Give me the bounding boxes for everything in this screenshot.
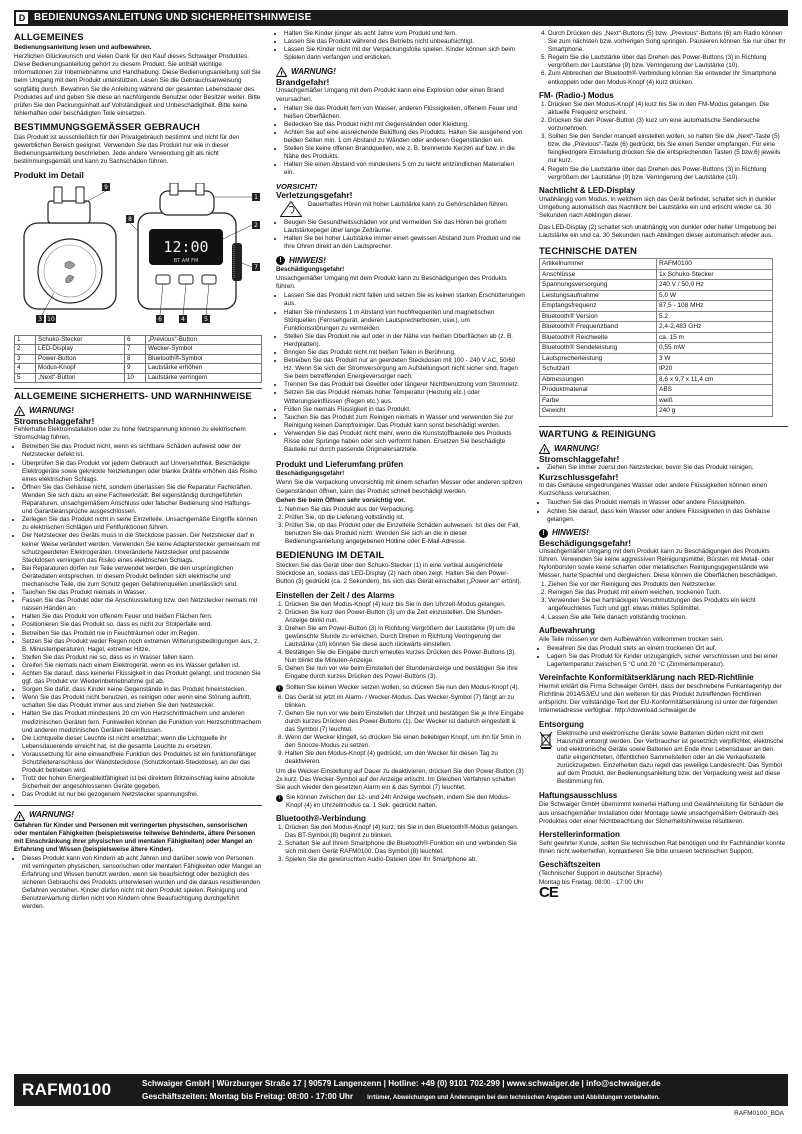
- list-item: • Trotz der hohen Energieableitfähigkeit ist bei direktem Blitzeinschlag keine absolute Sicherheit der angeschlossenen Geräte gegeben.: [22, 775, 262, 791]
- section-title: Einstellen der Zeit / des Alarms: [276, 590, 395, 600]
- section-title: Bluetooth®-Verbindung: [276, 813, 366, 823]
- spec-label: Gewicht: [540, 406, 657, 417]
- spec-value: 5.2: [657, 311, 773, 322]
- ce-mark: CE: [539, 884, 558, 902]
- caution-label: VORSICHT!: [276, 181, 318, 191]
- part-number: 5: [15, 373, 36, 383]
- list-item: • Setzen Sie das Produkt niemals hoher Temperatur (Heizung etc.) oder Witterungseinflüssen (Regen etc.) aus.: [284, 389, 525, 405]
- part-name: „Previous“-Button: [145, 335, 261, 345]
- numbered-list: [539, 101, 788, 182]
- step-item: 4. Durch Drücken des „Next“-Buttons (5) bzw. „Previous“-Buttons (6) am Radio können Sie zum nächsten bzw. vorherigen Song springen. Pausieren können Sie nur über Ihr Smartphone.: [548, 30, 788, 54]
- paragraph: Herzlichen Glückwunsch und vielen Dank für den Kauf dieses Schwaiger Produktes. Diese Bedienungsanleitung gehört zu diesem Produkt. Sie enthält wichtige Informationen zur Inbetriebnahme und Handhabung. Diese Bedienungsanleitung soll Sie beim Umgang mit dem Produkt unterstützen. Lesen Sie die Gebrauchsanweisung sorgfältig durch. Bewahren Sie die Anleitung während der gesamten Lebensdauer des Produktes auf und geben Sie diese an nachfolgende Benutzer oder Besitzer weiter. Bitte prüfen Sie den Packungsinhalt auf Vollständigkeit und Unbeschädigtheit. Bitte keine fehlerhaften oder beschädigten Teile einsetzen.: [14, 53, 261, 117]
- spec-value: 0,55 mW: [657, 343, 773, 354]
- table-row: [15, 373, 262, 383]
- spec-label: Bluetooth® Sendeleistung: [540, 343, 657, 354]
- list-item: • Tauchen Sie das Produkt niemals in Wasser.: [22, 589, 262, 597]
- part-number: 8: [124, 354, 145, 364]
- list-item: • Achten Sie darauf, dass kein Wasser oder andere Flüssigkeiten in das Gehäuse gelangen.: [547, 508, 788, 524]
- step-item: 4. Regeln Sie die Lautstärke über das Drehen des Power-Buttons (3) in Richtung vergrößern der Lautstärke (9) bzw. Verringerung der Lautstärke (10).: [548, 166, 788, 182]
- svg-text:7: 7: [254, 263, 258, 271]
- section-title: WARTUNG & REINIGUNG: [539, 428, 656, 440]
- step-item: 7. Gehen Sie nun vor wie beim Einstellen der Uhrzeit und bestätigen Sie je Ihre Eingabe durch kurzes Drücken des Power-Buttons (1). Der Wecker ist dadurch eingestellt & das Symbol (7) leuchtet.: [285, 710, 525, 734]
- paragraph: Gefahren für Kinder und Personen mit verringerten physischen, sensorischen oder mentalen Fähigkeiten (beispielsweise teilweise Behinderte, ältere Personen mit Einschränkung ihrer physischen und mentalen Fähigkeiten) oder Mangel an Erfahrung und Wissen (beispielsweise ältere Kinder).: [14, 821, 256, 853]
- document-title: BEDIENUNGSANLEITUNG UND SICHERHEITSHINWEISE: [34, 12, 312, 23]
- section-title: Produkt im Detail: [14, 170, 84, 181]
- section-title: Nachtlicht & LED-Display: [539, 185, 636, 195]
- notice-label: ! HINWEIS!: [539, 529, 788, 538]
- list-item: • Bringen Sie das Produkt nicht mit heißen Teilen in Berührung.: [284, 349, 525, 357]
- spec-label: Lautsprecherleistung: [540, 353, 657, 364]
- list-item: • Halten Sie das Produkt fern von Wasser, anderen Flüssigkeiten, offenem Feuer und heißen Oberflächen.: [284, 105, 525, 121]
- hearing-damage-icon: [280, 201, 302, 217]
- step-item: 2. Prüfen Sie, ob die Lieferung vollständig ist.: [285, 514, 525, 522]
- spec-label: Bluetooth® Frequenzband: [540, 322, 657, 333]
- step-item: 3. Prüfen Sie, ob das Produkt oder die Einzelteile Schäden aufweisen. Ist dies der Fall, benutzen Sie das Produkt nicht. Wenden Sie sich an die in dieser Bedienungsanleitung angegebenen Hotline oder E-Mail-Adresse.: [285, 522, 525, 546]
- list-item: • Betreiben Sie das Produkt nie in Feuchträumen oder im Regen.: [22, 630, 262, 638]
- paragraph: Die Schwaiger GmbH übernimmt keinerlei Haftung und Gewährleistung für Schäden die aus unsachgemäßer Installation oder Montage sowie unsachgemäßem Gebrauch des Produktes oder einer Nichtbeachtung der Sicherheitshinweise resultieren.: [539, 801, 784, 825]
- list-item: • Halten Sie Kinder jünger als acht Jahre vom Produkt und fern.: [284, 30, 525, 38]
- spec-value: 8,6 x 9,7 x 11,4 cm: [657, 374, 773, 385]
- part-number: 6: [124, 335, 145, 345]
- paragraph: Sehr geehrter Kunde, sollten Sie technischen Rat benötigen und Ihr Fachhändler konnte Ihnen nicht weiterhelfen, kontaktieren Sie bitte unseren technischen Support.: [539, 839, 786, 855]
- list-item: • Bewahren Sie das Produkt stets an einem trockenen Ort auf.: [547, 645, 788, 653]
- spec-label: Artikelnummer: [540, 259, 657, 270]
- warning-icon: [14, 406, 25, 416]
- section-title: BESTIMMUNGSGEMÄSSER GEBRAUCH: [14, 121, 200, 133]
- section-title: ALLGEMEINES: [14, 32, 84, 43]
- notice-label: ! HINWEIS!: [276, 256, 525, 265]
- step-item: 2. Drücken Sie den Power-Button (3) kurz um eine automatische Sendersuche vorzunehmen.: [548, 117, 788, 133]
- svg-text:!: !: [18, 409, 21, 417]
- list-item: • Tauchen Sie das Produkt niemals in Wasser oder andere Flüssigkeiten.: [547, 499, 788, 507]
- list-item: • Die Lichtquelle dieser Leuchte ist nicht ersetzbar; wenn die Lichtquelle ihr Lebensdauerende erreicht hat, ist die gesamte Leuchte zu ersetzen.: [22, 735, 262, 751]
- bullet-list: [276, 30, 525, 62]
- part-number: 10: [124, 373, 145, 383]
- numbered-list: [276, 601, 525, 682]
- step-item: 6. Das Gerät ist jetzt im Alarm- / Wecker-Modus. Das Wecker-Symbol (7) fängt an zu blinken.: [285, 694, 525, 710]
- list-item: • Der Netzstecker des Geräts muss in die Steckdose passen. Der Netzstecker darf in keiner Weise verändert werden. Verwenden Sie keine Adapterstecker gemeinsam mit schutzgeerdeten Elektrogeräten. Unveränderte Netzstecker und passende Steckdosen verringern das Risiko eines elektrischen Schlags.: [22, 532, 262, 564]
- step-item: 3. Sollten Sie den Sender manuell einstellen wollen, so halten Sie die „Next“-Taste (5) bzw. die „Previous“-Taste (6) gedrückt, bis Sie einen Sender empfangen. Für eine feingliedrigere Einstellung drücken Sie die entsprechenden Tasten (5 bzw.6) jeweils nur kurz.: [548, 133, 788, 165]
- paragraph: Um die Wecker-Einstellung auf Dauer zu deaktivieren, drücken Sie den Power-Button (3) 2x kurz. Das Wecker-Symbol auf der Anzeige erlischt. Im Gleichen Verfahren schalten Sie auch wieder den gesetzten Alarm ein & das Symbol (7) leuchtet.: [276, 767, 524, 791]
- subsection-title: Brandgefahr!: [276, 77, 330, 88]
- list-item: • Trennen Sie das Produkt bei Gewitter oder längerer Nichtbenutzung vom Stromnetz.: [284, 381, 525, 389]
- bullet-list: [276, 292, 525, 454]
- paragraph: Alle Teile müssen vor dem Aufbewahren vollkommen trocken sein.: [539, 635, 724, 643]
- info-icon: i: [276, 795, 283, 802]
- paragraph: Beschädigungsgefahr!: [276, 266, 345, 274]
- table-row: [540, 353, 773, 364]
- step-item: 2. Reinigen Sie das Produkt mit einem weichen, trockenen Tuch.: [548, 589, 788, 597]
- part-number: 2: [15, 345, 36, 355]
- section-title: Produkt und Lieferumfang prüfen: [276, 460, 404, 470]
- spec-value: weiß: [657, 395, 773, 406]
- list-item: • Halten Sie bei hoher Lautstärke immer einen gewissen Abstand zum Produkt und nie Ihre Ohren direkt an den Lautsprecher.: [284, 235, 525, 251]
- part-number: 9: [124, 364, 145, 374]
- list-item: • Ziehen Sie immer zuerst den Netzstecker, bevor Sie das Produkt reinigen.: [547, 464, 788, 472]
- lcd-band: BT AM FM: [173, 257, 199, 264]
- list-item: • Stellen Sie keine offenen Brandquellen, wie z. B. brennende Kerzen auf bzw. in die Nähe des Produkts.: [284, 145, 525, 161]
- numbered-list: [276, 824, 525, 864]
- list-item: • Dieses Produkt kann von Kindern ab acht Jahren und darüber sowie von Personen mit verringerten physischen, sensorischen oder mentalen Fähigkeiten oder Mangel an Erfahrung und Wissen benutzt werden, wenn sie beaufsichtigt oder bezüglich des sicheren Gebrauchs des Produkts unterwiesen wurden und die daraus resultierenden Gefahren verstehen. Kinder dürfen nicht mit dem Produkt spielen. Reinigung und Benutzerwartung dürfen nicht von Kindern ohne Beaufsichtigung durchgeführt werden.: [22, 855, 262, 912]
- list-item: • Zerlegen Sie das Produkt nicht in seine Einzelteile. Unsachgemäße Eingriffe können zu elektrischen Schlägen und Fehlfunktionen führen.: [22, 516, 262, 532]
- spec-label: Produktmaterial: [540, 385, 657, 396]
- list-item: • Betreiben Sie das Produkt nicht, wenn es sichtbare Schäden aufweist oder der Netzstecker defekt ist.: [22, 443, 262, 459]
- section-title: TECHNISCHE DATEN: [539, 246, 638, 258]
- list-item: • Öffnen Sie das Gehäuse nicht, sondern überlassen Sie die Reparatur Fachkräften. Wenden Sie sich dazu an eine Fachwerkstatt. Bei eigenständig durchgeführten Reparaturen, unsachgemäßem Anschluss oder falscher Bedienung sind Haftungs- und Garantieansprüche ausgeschlossen.: [22, 484, 262, 516]
- bullet-list: [276, 219, 525, 251]
- spec-label: Leistungsaufnahme: [540, 290, 657, 301]
- list-item: • Halten Sie mindestens 1 m Abstand von hochfrequenten und magnetischen Störquellen (Fernsehgerät, anderen Lautsprecherboxen, usw.), um Funktionsstörungen zu vermeiden.: [284, 309, 525, 333]
- table-row: [540, 395, 773, 406]
- list-item: • Lassen Sie Kinder nicht mit der Verpackungsfolie spielen. Kinder können sich beim Spielen darin verfangen und ersticken.: [284, 46, 525, 62]
- paragraph: Stecken Sie das Gerät über den Schuko-Stecker (1) in eine vertikal ausgerichtete Steckdose an, sodass das LED-Display (2) nach oben zeigt. Halten Sie den Power-Button (3) gedrückt (ca. 2 Sekunden), bis sich das Gerät einschaltet („Power an“ ertönt).: [276, 562, 522, 586]
- table-row: [540, 280, 773, 291]
- subsection-title: Stromschlaggefahr!: [539, 453, 620, 464]
- product-drawing: [14, 183, 262, 331]
- parts-table: [14, 335, 262, 384]
- list-item: • Lassen Sie das Produkt während des Betriebs nicht unbeaufsichtigt.: [284, 38, 525, 46]
- list-item: • Tauchen Sie das Produkt zum Reinigen niemals in Wasser und verwenden Sie zur Reinigung keinen Dampfreiniger. Das Produkt kann sonst beschädigt werden.: [284, 414, 525, 430]
- subsection-title: Beschädigungsgefahr!: [539, 537, 632, 548]
- list-item: • Bedecken Sie das Produkt nicht mit Gegenständen oder Kleidung.: [284, 121, 525, 129]
- svg-text:8: 8: [128, 215, 132, 223]
- bullet-list: [276, 105, 525, 178]
- list-item: • Achten Sie auf eine ausreichende Belüftung des Produkts. Halten Sie ausgehend von beiden Seiten min. 1 cm Abstand zu Wänden oder anderen Gegenständen ein.: [284, 129, 525, 145]
- section-title: Herstellerinformation: [539, 829, 620, 839]
- table-row: [540, 311, 773, 322]
- step-item: 2. Schalten Sie auf Ihrem Smartphone die Bluetooth®-Funktion ein und verbinden Sie sich mit dem Gerät RAFM0100. Das Symbol (8) leuchtet.: [285, 840, 525, 856]
- svg-text:5: 5: [204, 315, 208, 323]
- paragraph: In das Gehäuse eingedrungenes Wasser oder andere Flüssigkeiten können einen Kurzschluss verursachen.: [539, 482, 768, 498]
- spec-label: Schutzart: [540, 364, 657, 375]
- warning-label: ! WARNUNG!: [539, 444, 788, 454]
- warning-icon: [14, 811, 25, 821]
- list-item: • Lagern Sie das Produkt für Kinder unzugänglich, sicher verschlossen und bei einer Lagertemperatur zwischen 5 °C und 20 °C (Zimmertemperatur).: [547, 653, 788, 669]
- list-item: • Halten Sie einen Abstand von mindestens 5 cm zu leicht entzündlichen Materialien ein.: [284, 161, 525, 177]
- table-row: [540, 343, 773, 354]
- bullet-list: [539, 499, 788, 523]
- part-name: „Next“-Button: [36, 373, 125, 383]
- spec-value: RAFM0100: [657, 259, 773, 270]
- paragraph: Bedienungsanleitung lesen und aufbewahren.: [14, 44, 152, 52]
- step-item: 3. Drehen Sie am Power-Button (3) in Richtung Vergrößern der Lautstärke (9) um die gewünschte Stunde zu erreichen. Durch Drehen in Richtung Verringerung der Lautstärke (10) können Sie diese auch rückwärts einstellen.: [285, 625, 525, 649]
- step-item: 3. Verwenden Sie bei hartnäckigen Verschmutzungen des Produkts ein leicht angefeuchtetes Tuch und ggf. etwas mildes Spülmittel.: [548, 597, 788, 613]
- ear-warning: Dauerhaftes Hören mit hoher Lautstärke kann zu Gehörschäden führen.: [276, 201, 525, 217]
- step-item: 4. Bestätigen Sie die Eingabe durch erneutes kurzes Drücken des Power-Buttons (3). Nun blinkt die Minuten-Anzeige.: [285, 649, 525, 665]
- language-badge: D: [16, 12, 28, 24]
- table-row: [540, 301, 773, 312]
- numbered-list: [276, 506, 525, 546]
- step-item: 5. Gehen Sie nun vor wie beim Einstellen der Stundenanzeige und bestätigen Sie Ihre Eingabe durch kurzes Drücken des Power-Buttons (3).: [285, 665, 525, 681]
- spec-label: Bluetooth® Reichweite: [540, 332, 657, 343]
- spec-label: Spannungsversorgung: [540, 280, 657, 291]
- spec-value: 1x Schuko-Stecker: [657, 269, 773, 280]
- numbered-list: [539, 581, 788, 621]
- spec-value: 240 g: [657, 406, 773, 417]
- bullet-list: [539, 464, 788, 472]
- paragraph: Gehen Sie beim Öffnen sehr vorsichtig vor.: [276, 496, 406, 504]
- table-row: [540, 406, 773, 417]
- step-item: 1. Drücken Sie den Modus-Knopf (4) kurz, bis Sie in den Bluetooth®-Modus gelangen. Das BT-Symbol (8) beginnt zu blinken.: [285, 824, 525, 840]
- part-number: 7: [124, 345, 145, 355]
- paragraph: Beschädigungsgefahr!: [276, 470, 345, 478]
- svg-text:1: 1: [254, 193, 258, 201]
- warning-label: ! WARNUNG!: [276, 67, 525, 77]
- svg-text:3: 3: [38, 315, 42, 323]
- list-item: • Lassen Sie das Produkt nicht fallen und setzen Sie es keinen starken Erschütterungen aus.: [284, 292, 525, 308]
- table-row: [540, 385, 773, 396]
- step-item: 3. Spielen Sie die gewünschten Audio-Dateien über Ihr Smartphone ab.: [285, 856, 525, 864]
- tech-data-table: [539, 258, 773, 417]
- spec-label: Empfangsfrequenz: [540, 301, 657, 312]
- list-item: • Beugen Sie Gesundheitsschäden vor und vermeiden Sie das Hören bei großem Lautstärkepegel über lange Zeiträume.: [284, 219, 525, 235]
- list-item: • Greifen Sie niemals nach einem Elektrogerät, wenn es ins Wasser gefallen ist.: [22, 662, 262, 670]
- spec-label: Farbe: [540, 395, 657, 406]
- info-icon: !: [276, 256, 285, 265]
- section-title: Vereinfachte Konformitätserklärung nach RED-Richtlinie: [539, 673, 754, 683]
- info-note: i Sollten Sie keinen Wecker setzen wollen, so drücken Sie nun den Modus-Knopf (4).: [276, 684, 525, 692]
- svg-text:6: 6: [158, 315, 162, 323]
- paragraph: (Technischer Support in deutscher Sprache): [539, 870, 662, 878]
- svg-text:10: 10: [47, 315, 55, 323]
- table-row: [15, 335, 262, 345]
- part-number: 3: [15, 354, 36, 364]
- paragraph: Wenn Sie die Verpackung unvorsichtig mit einem scharfen Messer oder anderen spitzen Gegenständen öffnen, kann das Produkt schnell beschädigt werden.: [276, 479, 522, 495]
- subsection-title: Stromschlaggefahr!: [14, 416, 95, 427]
- part-name: Wecker-Symbol: [145, 345, 261, 355]
- warning-icon: [539, 444, 550, 454]
- business-hours: Geschäftszeiten: Montag bis Freitag: 08:00 - 17:00 Uhr Irrtümer, Abweichungen und Änderungen bei den technischen Angaben und Abbildungen vorbehalten.: [142, 1092, 660, 1101]
- spec-label: Abmessungen: [540, 374, 657, 385]
- table-row: [540, 364, 773, 375]
- warning-icon: [276, 67, 287, 77]
- spec-label: Anschlüsse: [540, 269, 657, 280]
- svg-text:2: 2: [254, 221, 258, 229]
- document-id: RAFM0100_BDA: [734, 1110, 784, 1117]
- list-item: • Füllen Sie niemals Flüssigkeit in das Produkt.: [284, 406, 525, 414]
- step-item: 4. Lassen Sie alle Teile danach vollständig trocknen.: [548, 614, 788, 622]
- paragraph: Unabhängig vom Modus, in welchem sich das Gerät befindet, schaltet sich in dunkler Umgebung automatisch das Nachtlicht bei Lautstärke ein und erlischt wieder ca. 30 Sekunden nach Abklingen dieser.: [539, 195, 776, 219]
- paragraph: Unsachgemäßer Umgang mit dem Produkt kann zu Beschädigungen des Produkts führen. Verwenden Sie keine aggressiven Reinigungsmittel, Bürsten mit Metall- oder Nylonborsten sowie keine scharfen oder metallischen Reinigungsgegenstände wie Messer, harte Spachtel und dergleichen. Diese können die Oberflächen beschädigen.: [539, 547, 778, 580]
- product-illustration: [14, 183, 262, 331]
- paragraph: Unsachgemäßer Umgang mit dem Produkt kann zu Beschädigungen des Produkts führen.: [276, 275, 507, 291]
- part-name: Bluetooth®-Symbol: [145, 354, 261, 364]
- table-row: [15, 345, 262, 355]
- column-1: [14, 30, 262, 913]
- part-name: Modus-Knopf: [36, 364, 125, 374]
- step-item: 1. Nehmen Sie das Produkt aus der Verpackung.: [285, 506, 525, 514]
- company-contact: Schwaiger GmbH | Würzburger Straße 17 | 90579 Langenzenn | Hotline: +49 (0) 9101 702-299 | www.schwaiger.de | info@schwaiger.de: [142, 1079, 661, 1088]
- page-header: [14, 10, 788, 26]
- part-name: Lautstärke verringern: [145, 373, 261, 383]
- subsection-title: Kurzschlussgefahr!: [539, 472, 619, 483]
- bullet-list: [14, 443, 262, 799]
- info-note: i Sie können zwischen der 12- und 24h Anzeige wechseln, indem Sie den Modus-Knopf (4) im Uhrzeitmodus ca. 1 Sek. gedrückt halten.: [276, 794, 525, 810]
- part-number: 4: [15, 364, 36, 374]
- disposal-block: [539, 730, 788, 788]
- table-row: [540, 374, 773, 385]
- spec-value: ca. 15 m: [657, 332, 773, 343]
- spec-value: IP20: [657, 364, 773, 375]
- list-item: • Wenn Sie das Produkt nicht benutzen, es reinigen oder wenn eine Störung auftritt, schalten Sie das Produkt immer aus und ziehen Sie den Netzstecker.: [22, 694, 262, 710]
- table-row: [15, 364, 262, 374]
- section-title: FM- (Radio-) Modus: [539, 90, 614, 100]
- numbered-list: [276, 694, 525, 767]
- numbered-list: [539, 30, 788, 87]
- table-row: [540, 322, 773, 333]
- list-item: • Voraussetzung für eine einwandfreie Funktion des Produktes ist ein funktionsfähiger Schutzleiteranschluss der Wandsteckdose (Schutzkontakt-Steckdose), an der das Produkt betrieben wird.: [22, 751, 262, 775]
- list-item: • Überprüfen Sie das Produkt vor jedem Gebrauch auf Unversehrtheit. Beschädigte Elektrogeräte sowie geknickte Netzleitungen oder blanke Drähte erhöhen das Risiko eines elektrischen Schlags.: [22, 460, 262, 484]
- part-name: Lautstärke erhöhen: [145, 364, 261, 374]
- step-item: 5. Regeln Sie die Lautstärke über das Drehen des Power-Buttons (3) in Richtung vergrößern der Lautstärke (9) bzw. Verringerung der Lautstärke (10).: [548, 54, 788, 70]
- product-code: RAFM0100: [22, 1080, 112, 1099]
- list-item: • Sorgen Sie dafür, dass Kinder keine Gegenstände in das Produkt hineinstecken.: [22, 686, 262, 694]
- paragraph: Elektrische und elektronische Geräte sowie Batterien dürfen nicht mit dem Hausmüll entsorgt werden. Der Verbraucher ist gesetzlich verpflichtet, elektrische und elektronische Geräte sowie Batterien am Ende ihrer Lebensdauer an den dafür eingerichteten, öffentlichen Sammelstellen oder an die Verkaufsstelle zurückzugeben. Einzelheiten dazu regelt das jeweilige Landesrecht. Das Symbol auf dem Produkt, der Bedienungsanleitung bzw. der Verpackung weist auf diese Bestimmung hin.: [557, 729, 784, 786]
- list-item: • Betreiben Sie das Produkt nur an geerdeten Steckdosen mit 100 - 240 V AC, 50/60 Hz. Wenn Sie sich der Stromversorgung am Aufstellungsort nicht sicher sind, fragen Sie beim betreffenden Energieversorger nach.: [284, 357, 525, 381]
- warning-label: ! WARNUNG!: [14, 811, 262, 821]
- spec-value: 87,5 - 108 MHz: [657, 301, 773, 312]
- svg-text:4: 4: [181, 315, 185, 323]
- lcd-time: 12:00: [163, 237, 209, 256]
- step-item: 9. Halten Sie den Modus-Knopf (4) gedrückt, um den Wecker für diesen Tag zu deaktivieren.: [285, 750, 525, 766]
- list-item: • Halten Sie das Produkt mindestens 20 cm von Herzschrittmachern und anderen medizinischen Geräten fern. Funkwellen können die Funktion von Herzschrittmachern und anderen medizinischen Geräten beeinflussen.: [22, 710, 262, 734]
- spec-value: 5,0 W: [657, 290, 773, 301]
- step-item: 1. Drücken Sie den Modus-Knopf (4) kurz bis Sie in den Uhrzeit-Modus gelangen.: [285, 601, 525, 609]
- list-item: • Fassen Sie das Produkt oder die Anschlussleitung bzw. den Netzstecker niemals mit nassen Händen an.: [22, 597, 262, 613]
- list-item: • Setzen Sie das Produkt weder Regen noch extremen Witterungsbedingungen aus, z. B. Minustemperaturen, Hagel, extremer Hitze.: [22, 638, 262, 654]
- column-2: [276, 30, 525, 866]
- part-name: Schuko-Stecker: [36, 335, 125, 345]
- warning-label: ! WARNUNG!: [14, 406, 262, 416]
- info-icon: !: [539, 529, 548, 538]
- section-title: Aufbewahrung: [539, 625, 595, 635]
- svg-text:!: !: [543, 447, 546, 454]
- paragraph: Das Produkt ist ausschließlich für den Privatgebrauch bestimmt und nicht für den gewerblichen Bereich geeignet. Verwenden Sie das Produkt nur wie in dieser Bedienungsanleitung beschrieben. Jede andere Verwendung gilt als nicht bestimmungsgemäß und kann zu Sachschäden führen.: [14, 134, 240, 166]
- table-row: [540, 332, 773, 343]
- list-item: • Verwenden Sie das Produkt nicht mehr, wenn die Kunststoffbauteile des Produkts Risse oder Sprünge haben oder sich verformt haben. Ersetzen Sie beschädigte Bauteile nur durch passende Originalersatzteile.: [284, 430, 525, 454]
- crossed-bin-icon: [539, 731, 553, 749]
- svg-text:!: !: [280, 70, 283, 78]
- list-item: • Bei Reparaturen dürfen nur Teile verwendet werden, die den ursprünglichen Gerätedaten entsprechen. In diesem Produkt befinden sich elektrische und mechanische Teile, die zum Schutz gegen Gefahrenquellen unerlässlich sind.: [22, 565, 262, 589]
- bullet-list: [539, 645, 788, 669]
- step-item: 8. Wenn der Wecker klingelt, so drücken Sie einen beliebigen Knopf, um ihn für 5min in den Snooze-Modus zu setzen.: [285, 734, 525, 750]
- list-item: • Achten Sie darauf, dass keinerlei Flüssigkeit in das Produkt gelangt, und trocknen Sie ggf. das Produkt vor Wiederinbetriebnahme gut ab.: [22, 670, 262, 686]
- list-item: • Positionieren Sie das Produkt so, dass es nicht zur Stolperfalle wird.: [22, 621, 262, 629]
- info-icon: i: [276, 685, 283, 692]
- part-number: 1: [15, 335, 36, 345]
- paragraph: Fehlerhafte Elektroinstallation oder zu hohe Netzspannung können zu elektrischem Stromschlag führen.: [14, 426, 246, 442]
- list-item: • Das Produkt ist nur bei gezogenem Netzstecker spannungsfrei.: [22, 791, 262, 799]
- table-row: [540, 259, 773, 270]
- part-name: Power-Button: [36, 354, 125, 364]
- paragraph: Hiermit erklärt die Firma Schwaiger GmbH, dass der beschriebene Funkanlagentyp der Richtlinie 2014/53/EU und den weiteren für das Produkt zutreffenden Richtlinien entspricht. Der vollständige Text der EU-Konformitätserklärung ist unter der folgenden Internetadresse verfügbar: http://download.schwaiger.de: [539, 683, 782, 715]
- part-name: LED-Display: [36, 345, 125, 355]
- section-title: Haftungsausschluss: [539, 791, 618, 801]
- table-row: [540, 269, 773, 280]
- list-item: • Stellen Sie das Produkt nie so, dass es in Wasser fallen kann.: [22, 654, 262, 662]
- spec-value: 240 V / 50,0 Hz: [657, 280, 773, 291]
- spec-value: 3 W: [657, 353, 773, 364]
- step-item: 1. Ziehen Sie vor der Reinigung des Produkts den Netzstecker.: [548, 581, 788, 589]
- subsection-title: Verletzungsgefahr!: [276, 189, 353, 200]
- paragraph: Das LED-Display (2) schaltet sich unabhängig von dunkler oder heller Umgebung bei Lautstärke ein und ca. 30 Sekunden nach Abklingen dieser automatisch wieder aus.: [539, 224, 776, 240]
- section-title: Entsorgung: [539, 719, 584, 729]
- step-item: 2. Drücken Sie kurz den Power-Button (3) um die Zeit einzustellen. Die Stunden-Anzeige blinkt nun.: [285, 609, 525, 625]
- svg-text:!: !: [18, 814, 21, 821]
- paragraph: Montag bis Freitag: 08:00 - 17:00 Uhr: [539, 879, 644, 887]
- list-item: • Halten Sie das Produkt von offenem Feuer und heißen Flächen fern.: [22, 613, 262, 621]
- section-title: BEDIENUNG IM DETAIL: [276, 550, 385, 562]
- svg-text:9: 9: [104, 183, 108, 191]
- column-3: [539, 30, 788, 902]
- section-title: ALLGEMEINE SICHERHEITS- UND WARNHINWEISE: [14, 391, 252, 402]
- table-row: [15, 354, 262, 364]
- table-row: [540, 290, 773, 301]
- step-item: 1. Drücken Sie den Modus-Knopf (4) kurz bis Sie in den FM-Modus gelangen. Die aktuelle Frequenz erscheint.: [548, 101, 788, 117]
- section-title: Geschäftszeiten: [539, 859, 601, 869]
- bullet-list: [14, 855, 262, 912]
- page-footer: [14, 1074, 788, 1106]
- spec-value: ABS: [657, 385, 773, 396]
- list-item: • Stellen Sie das Produkt nie auf oder in der Nähe von heißen Oberflächen ab (z. B. Herdplatten).: [284, 333, 525, 349]
- spec-label: Bluetooth® Version: [540, 311, 657, 322]
- step-item: 6. Zum Abbrechen der Bluetooth®-Verbindung können Sie entweder Ihr Smartphone entkoppeln oder den Modus-Knopf (4) kurz drücken.: [548, 70, 788, 86]
- spec-value: 2,4-2,483 GHz: [657, 322, 773, 333]
- paragraph: Unsachgemäßer Umgang mit dem Produkt kann eine Explosion oder einen Brand verursachen.: [276, 87, 504, 103]
